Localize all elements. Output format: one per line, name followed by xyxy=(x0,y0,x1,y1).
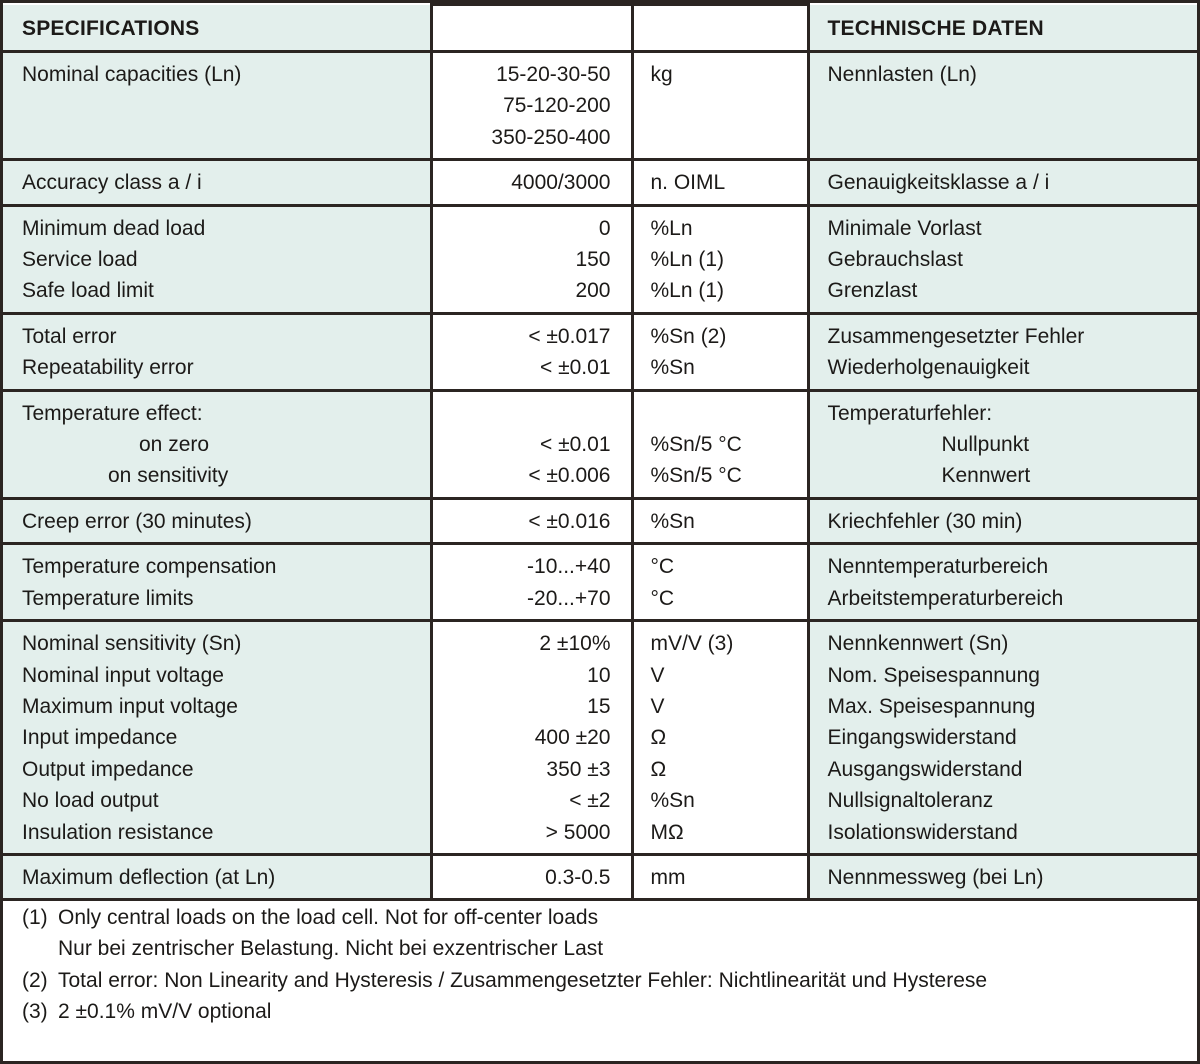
unit-cell xyxy=(632,160,808,205)
german-label-cell xyxy=(808,498,1197,543)
value-cell xyxy=(431,854,632,899)
english-label: Minimum dead load xyxy=(22,216,206,240)
english-label: Maximum deflection (at Ln) xyxy=(22,865,276,889)
english-label: No load output xyxy=(22,789,159,813)
spec-value: < ±0.01 xyxy=(540,356,611,380)
spec-unit: Ω xyxy=(650,757,667,781)
spec-value: < ±0.01 xyxy=(540,433,611,457)
footnote-number: (1) xyxy=(22,906,48,929)
german-label: Nullpunkt xyxy=(941,433,1030,457)
english-label-cell xyxy=(3,854,431,899)
header-value-cell xyxy=(431,5,632,52)
german-label: Nenntemperaturbereich xyxy=(827,555,1049,579)
spec-unit: mm xyxy=(650,865,686,889)
footnote xyxy=(22,996,1197,1027)
spec-row-group xyxy=(3,205,1197,313)
value-cell xyxy=(431,205,632,313)
english-label: Nominal sensitivity (Sn) xyxy=(22,632,242,656)
footnotes xyxy=(3,896,1197,1028)
german-label: Kennwert xyxy=(941,464,1031,488)
spec-row-group xyxy=(3,52,1197,160)
unit-cell xyxy=(632,498,808,543)
german-label: Minimale Vorlast xyxy=(827,216,982,240)
header-specifications-cell xyxy=(3,5,431,52)
english-label: Safe load limit xyxy=(22,279,154,303)
german-label: Nom. Speisespannung xyxy=(827,663,1040,687)
english-label-cell xyxy=(3,160,431,205)
spec-value: 15-20-30-50 xyxy=(496,63,611,86)
spec-unit: Ω xyxy=(650,726,667,750)
footnote-text: 2 ±0.1% mV/V optional xyxy=(58,1000,272,1024)
german-label: Arbeitstemperaturbereich xyxy=(827,586,1064,610)
english-label-cell xyxy=(3,205,431,313)
english-label: Insulation resistance xyxy=(22,820,214,844)
german-label: Nullsignaltoleranz xyxy=(827,789,994,813)
german-label-cell xyxy=(808,205,1197,313)
german-label: Gebrauchslast xyxy=(827,248,963,272)
spec-value: 0 xyxy=(598,216,611,240)
footnote xyxy=(22,902,1197,965)
unit-cell xyxy=(632,544,808,621)
spec-unit: %Ln (1) xyxy=(650,279,725,303)
value-cell xyxy=(431,498,632,543)
english-label: Input impedance xyxy=(22,726,178,750)
spec-unit: %Sn (2) xyxy=(650,324,727,348)
german-label: Nennmessweg (bei Ln) xyxy=(827,865,1044,889)
spec-value: 2 ±10% xyxy=(539,632,611,656)
spec-row-group xyxy=(3,498,1197,543)
german-label: Nennkennwert (Sn) xyxy=(827,632,1009,656)
spec-unit: %Sn xyxy=(650,509,695,533)
unit-cell xyxy=(632,854,808,899)
german-label: Max. Speisespannung xyxy=(827,694,1036,718)
spec-unit: %Ln (1) xyxy=(650,248,725,272)
spec-unit: MΩ xyxy=(650,820,684,844)
english-label-cell xyxy=(3,313,431,390)
spec-row-group xyxy=(3,313,1197,390)
german-label: Nennlasten (Ln) xyxy=(827,63,977,86)
german-label: Ausgangswiderstand xyxy=(827,757,1023,781)
footnote-text: Only central loads on the load cell. Not for off-center loads xyxy=(58,906,599,929)
spec-unit xyxy=(651,398,807,429)
spec-value: < ±2 xyxy=(569,789,611,813)
spec-unit: V xyxy=(650,663,665,687)
english-label-cell xyxy=(3,52,431,160)
unit-cell xyxy=(632,52,808,160)
english-label: on sensitivity xyxy=(108,464,229,488)
english-label-cell xyxy=(3,544,431,621)
footnote-text: Nur bei zentrischer Belastung. Nicht bei exzentrischer Last xyxy=(58,937,604,961)
spec-unit: %Sn xyxy=(650,789,695,813)
spec-value: -20...+70 xyxy=(527,586,611,610)
english-label: Creep error (30 minutes) xyxy=(22,509,252,533)
header-specifications: SPECIFICATIONS xyxy=(22,17,200,41)
footnote-text: Total error: Non Linearity and Hysteresis / Zusammengesetzter Fehler: Nichtlinearität und Hysterese xyxy=(58,968,988,992)
english-label: Accuracy class a / i xyxy=(22,171,202,195)
german-label-cell xyxy=(808,390,1197,498)
english-label: Output impedance xyxy=(22,757,194,781)
unit-cell xyxy=(632,313,808,390)
spec-value: 200 xyxy=(575,279,611,303)
value-cell xyxy=(431,390,632,498)
spec-value: < ±0.016 xyxy=(528,509,611,533)
header-technische-daten: TECHNISCHE DATEN xyxy=(827,17,1044,41)
value-cell xyxy=(431,621,632,855)
english-label: Temperature compensation xyxy=(22,555,277,579)
spec-row-group xyxy=(3,544,1197,621)
english-label: Total error xyxy=(22,324,117,348)
german-label-cell xyxy=(808,313,1197,390)
footnote-number: (2) xyxy=(22,968,48,992)
spec-unit: %Ln xyxy=(650,216,693,240)
unit-cell xyxy=(632,205,808,313)
english-label-cell xyxy=(3,390,431,498)
english-label: on zero xyxy=(139,433,210,457)
value-cell xyxy=(431,544,632,621)
english-label: Temperature limits xyxy=(22,586,194,610)
spec-unit: °C xyxy=(650,555,675,579)
spec-unit: %Sn xyxy=(650,356,695,380)
header-unit-cell xyxy=(632,5,808,52)
footnote xyxy=(22,965,1197,996)
value-cell xyxy=(431,313,632,390)
german-label-cell xyxy=(808,544,1197,621)
header-technische-daten-cell xyxy=(808,5,1197,52)
german-label: Wiederholgenauigkeit xyxy=(827,356,1030,380)
spec-value: < ±0.006 xyxy=(528,464,611,488)
english-label-cell xyxy=(3,498,431,543)
value-cell xyxy=(431,160,632,205)
spec-value: 150 xyxy=(575,248,611,272)
spec-row-group xyxy=(3,160,1197,205)
spec-unit: %Sn/5 °C xyxy=(650,433,742,457)
footnote-number: (3) xyxy=(22,1000,48,1024)
spec-unit: %Sn/5 °C xyxy=(650,464,742,488)
german-label: Kriechfehler (30 min) xyxy=(827,509,1023,533)
unit-cell xyxy=(632,621,808,855)
spec-unit: n. OIML xyxy=(650,171,726,195)
spec-unit: °C xyxy=(650,586,675,610)
spec-row-group xyxy=(3,390,1197,498)
english-label-cell xyxy=(3,621,431,855)
german-label-cell xyxy=(808,854,1197,899)
spec-value: -10...+40 xyxy=(527,555,611,579)
spec-unit: kg xyxy=(650,63,673,86)
specifications-table xyxy=(3,3,1197,901)
spec-value: 4000/3000 xyxy=(511,171,611,195)
spec-value: 350 ±3 xyxy=(546,757,611,781)
english-label: Service load xyxy=(22,248,138,272)
german-label: Genauigkeitsklasse a / i xyxy=(827,171,1050,195)
spec-value: 75-120-200 xyxy=(503,94,611,118)
spec-value: 10 xyxy=(587,663,611,687)
german-label: Eingangswiderstand xyxy=(827,726,1017,750)
spec-value: 15 xyxy=(587,694,611,718)
spec-value: 400 ±20 xyxy=(534,726,611,750)
spec-unit: V xyxy=(650,694,665,718)
german-label-cell xyxy=(808,160,1197,205)
german-label-cell xyxy=(808,621,1197,855)
spec-value: 0.3-0.5 xyxy=(545,865,611,889)
header-row xyxy=(3,5,1197,52)
unit-cell xyxy=(632,390,808,498)
spec-row-group xyxy=(3,854,1197,899)
spec-value: > 5000 xyxy=(545,820,611,844)
spec-unit: mV/V (3) xyxy=(650,632,734,656)
english-label: Nominal input voltage xyxy=(22,663,224,687)
english-label: Temperature effect: xyxy=(22,401,203,425)
german-label: Isolationswiderstand xyxy=(827,820,1018,844)
german-label: Grenzlast xyxy=(827,279,918,303)
english-label: Maximum input voltage xyxy=(22,694,238,718)
value-cell xyxy=(431,52,632,160)
german-label-cell xyxy=(808,52,1197,160)
spec-value: 350-250-400 xyxy=(491,125,611,149)
spec-value: < ±0.017 xyxy=(528,324,611,348)
spec-value xyxy=(433,398,611,429)
english-label: Repeatability error xyxy=(22,356,194,380)
spec-row-group xyxy=(3,621,1197,855)
english-label: Nominal capacities (Ln) xyxy=(22,63,242,86)
german-label: Temperaturfehler: xyxy=(827,401,993,425)
german-label: Zusammengesetzter Fehler xyxy=(827,324,1085,348)
